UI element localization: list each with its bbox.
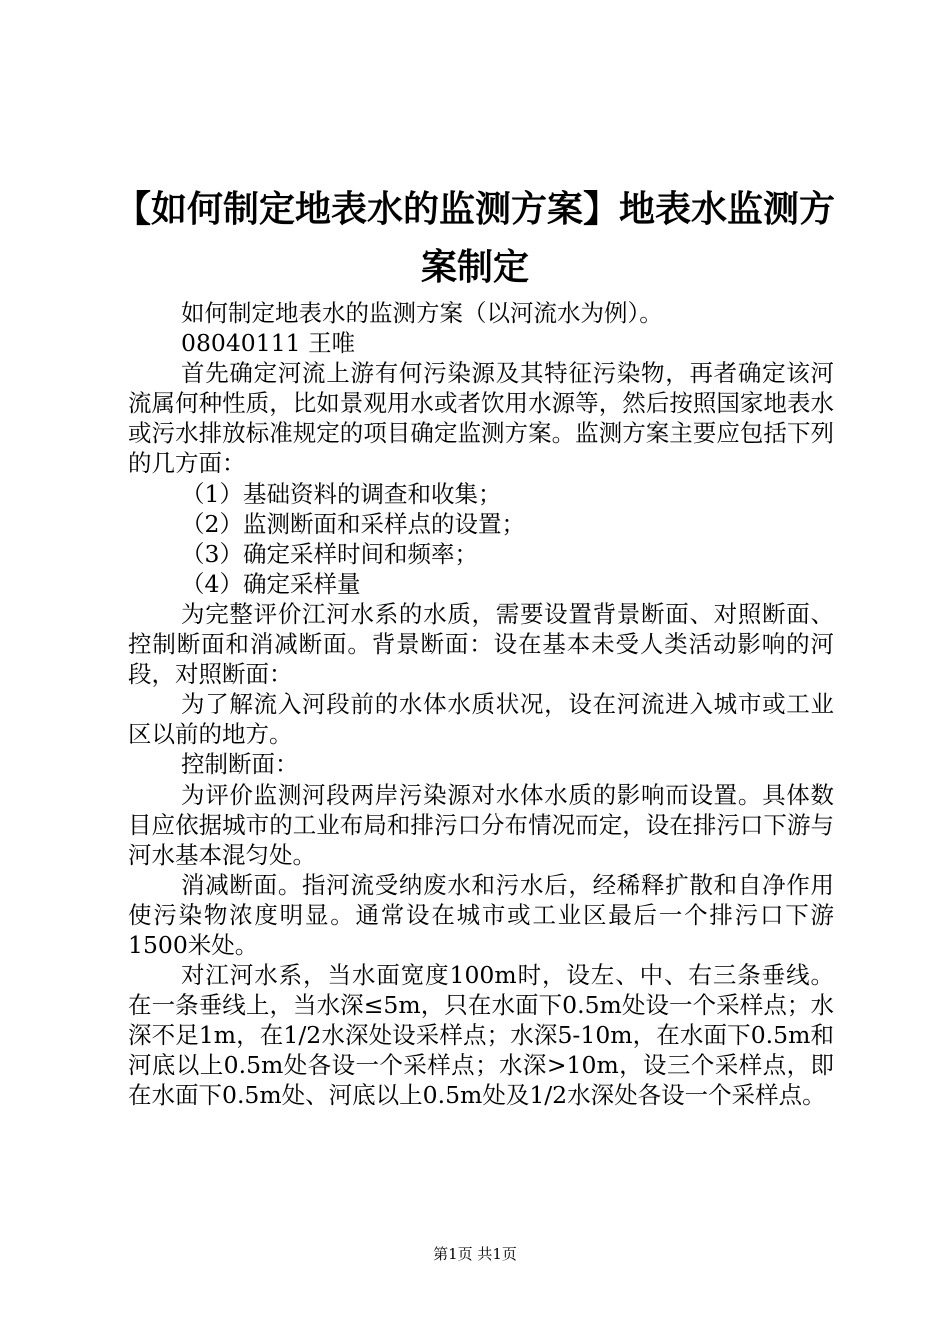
- list-item-4: （4）确定采样量: [181, 569, 361, 598]
- list-item-2: （2）监测断面和采样点的设置；: [181, 509, 525, 538]
- paragraph-intro: 如何制定地表水的监测方案（以河流水为例）。: [181, 299, 663, 327]
- list-item-1: （1）基础资料的调查和收集；: [181, 479, 502, 508]
- document-title-line1: 【如何制定地表水的监测方案】地表水监测方: [114, 189, 835, 230]
- paragraph-author: 08040111 王唯: [181, 329, 356, 358]
- paragraph-control-reference: 为了解流入河段前的水体水质状况，设在河流进入城市或工业区以前的地方。: [128, 690, 834, 749]
- paragraph-control-heading: 控制断面：: [181, 750, 299, 779]
- paragraph-control-section: 为评价监测河段两岸污染源对水体水质的影响而设置。具体数目应依据城市的工业布局和排污口分布情况而定，设在排污口下游与河水基本混匀处。: [128, 780, 834, 869]
- paragraph-overview: 首先确定河流上游有何污染源及其特征污染物，再者确定该河流属何种性质，比如景观用水或者饮用水源等，然后按照国家地表水或污水排放标准规定的项目确定监测方案。监测方案主要应包括下列的几方面：: [128, 359, 834, 478]
- page-footer: 第1页 共1页: [433, 1245, 517, 1263]
- document-title-line2: 案制定: [420, 247, 529, 288]
- list-item-3: （3）确定采样时间和频率；: [181, 539, 478, 568]
- paragraph-reduction-section: 消减断面。指河流受纳废水和污水后，经稀释扩散和自净作用使污染物浓度明显。通常设在城市或工业区最后一个排污口下游1500米处。: [128, 870, 834, 959]
- paragraph-sections: 为完整评价江河水系的水质，需要设置背景断面、对照断面、控制断面和消减断面。背景断面：设在基本未受人类活动影响的河段，对照断面：: [128, 599, 834, 689]
- document-body: [128, 298, 834, 1111]
- paragraph-sampling-points: 对江河水系，当水面宽度100m时，设左、中、右三条垂线。在一条垂线上，当水深≤5m，只在水面下0.5m处设一个采样点；水深不足1m，在1/2水深处设采样点；水深5-10m，在水面下0.5m和河底以上0.5m处各设一个采样点；水深>10m，设三个采样点，即在水面下0.5m处、河底以上0.5m处及1/2水深处各设一个采样点。: [128, 961, 834, 1110]
